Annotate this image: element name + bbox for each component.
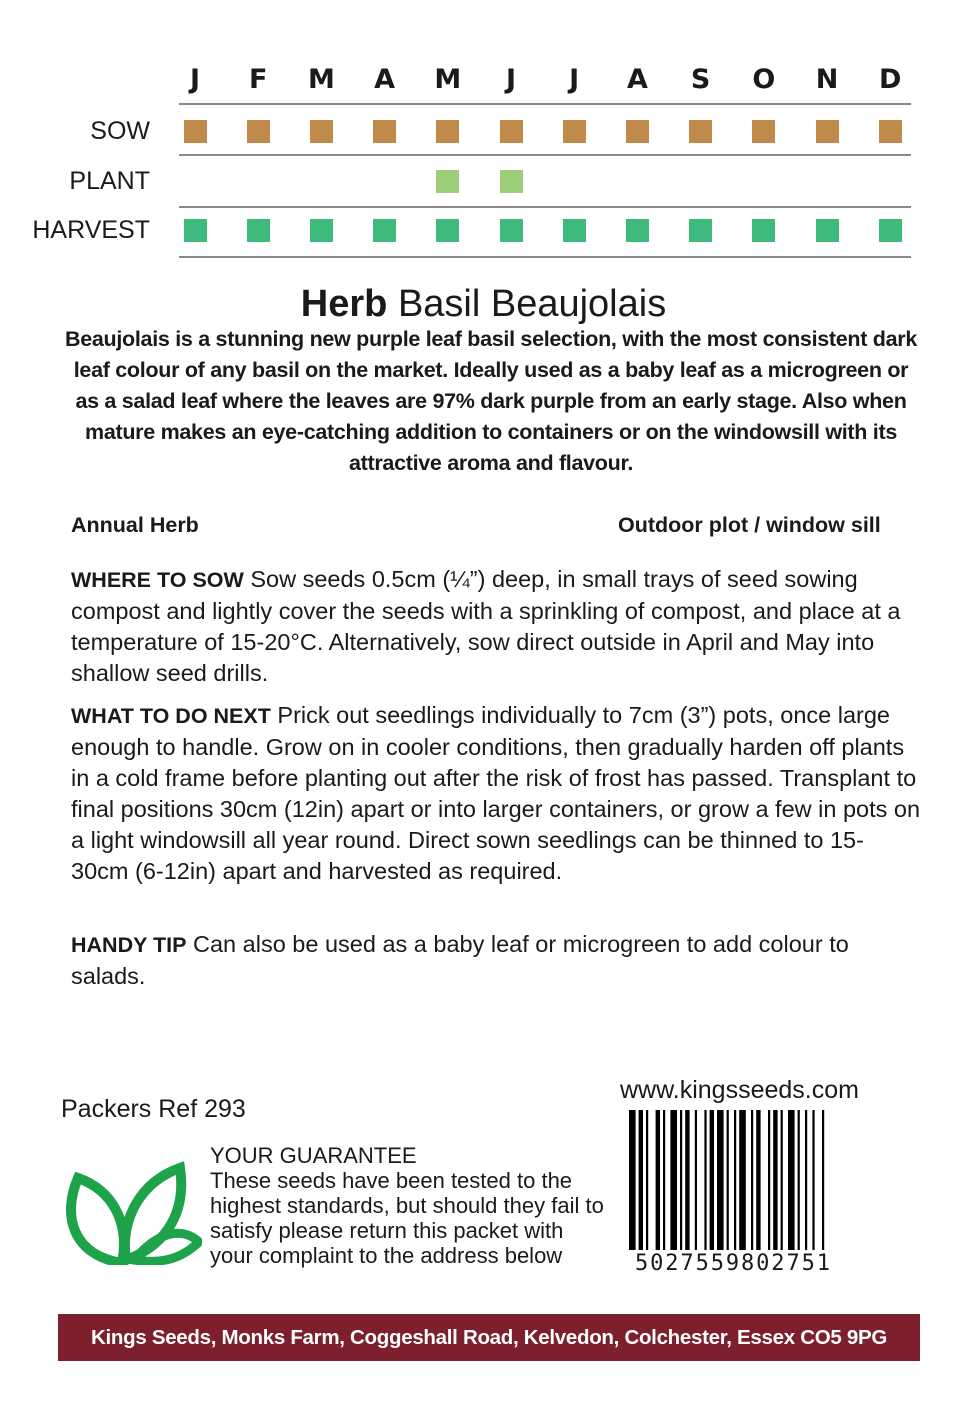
guarantee-block: [210, 1143, 610, 1268]
calendar-cell-harvest: [879, 219, 902, 242]
product-category: Herb: [300, 283, 388, 325]
instruction-what-to-do-next: [71, 700, 921, 887]
barcode-bar: [704, 1110, 706, 1250]
barcode-bar: [680, 1110, 682, 1250]
barcode-bar: [663, 1110, 665, 1250]
calendar-divider: [179, 103, 911, 105]
month-label: J: [189, 64, 201, 95]
barcode-bar: [781, 1110, 783, 1250]
calendar-cell-plant: [436, 170, 459, 193]
instruction-heading: WHERE TO SOW: [71, 568, 244, 592]
calendar-cell-harvest: [626, 219, 649, 242]
plant-type: Annual Herb: [71, 513, 199, 537]
calendar-cell-sow: [247, 120, 270, 143]
calendar-cell-sow: [310, 120, 333, 143]
calendar-cell-sow: [436, 120, 459, 143]
calendar-cell-sow: [563, 120, 586, 143]
barcode-bar: [727, 1110, 729, 1250]
product-title: [0, 282, 967, 326]
barcode-bar: [788, 1110, 795, 1250]
calendar-row-label: SOW: [90, 117, 150, 145]
calendar-cell-sow: [879, 120, 902, 143]
guarantee-title: YOUR GUARANTEE: [210, 1143, 417, 1168]
barcode-bar: [646, 1110, 648, 1250]
barcode-bar: [695, 1110, 697, 1250]
calendar-cell-harvest: [816, 219, 839, 242]
month-label: J: [505, 64, 517, 95]
growing-location: Outdoor plot / window sill: [618, 513, 881, 537]
guarantee-text: These seeds have been tested to the highest standards, but should they fail to satisfy please return this packet with your complaint to the address below: [210, 1168, 604, 1268]
barcode-bar: [670, 1110, 677, 1250]
month-label: M: [307, 64, 335, 95]
calendar-cell-harvest: [436, 219, 459, 242]
month-label: M: [434, 64, 462, 95]
calendar-cell-sow: [689, 120, 712, 143]
barcode-bar: [768, 1110, 770, 1250]
barcode-bar: [629, 1110, 636, 1250]
product-description: Beaujolais is a stunning new purple leaf basil selection, with the most consistent dark leaf colour of any basil on the market. Ideally used as a baby leaf as a microgreen or as a salad leaf where the leaves are 97% dark purple from an early stage. Also when mature makes an eye-catching addition to containers or on the windowsill with its attractive aroma and flavour.: [64, 327, 917, 475]
calendar-cell-harvest: [752, 219, 775, 242]
month-label: F: [248, 64, 268, 95]
instruction-heading: HANDY TIP: [71, 933, 187, 957]
calendar-divider: [179, 154, 911, 156]
calendar-cell-harvest: [373, 219, 396, 242]
barcode-bar: [639, 1110, 643, 1250]
barcode-bar: [812, 1110, 814, 1250]
barcode-bar: [805, 1110, 807, 1250]
barcode-bar: [710, 1110, 714, 1250]
month-label: D: [878, 64, 902, 95]
product-name: Basil Beaujolais: [397, 283, 667, 325]
calendar-row-label: PLANT: [69, 167, 150, 195]
instruction-heading: WHAT TO DO NEXT: [71, 704, 271, 728]
month-label: S: [690, 64, 711, 95]
month-label: A: [374, 64, 396, 95]
instruction-text: Sow seeds 0.5cm (¼”) deep, in small trays of seed sowing compost and lightly cover the seeds with a sprinkling of compost, and place at a temperature of 15-20°C. Alternatively, sow direct outside in April and May into shallow seed drills.: [71, 566, 901, 686]
instruction-handy-tip: [71, 929, 921, 992]
address-footer: Kings Seeds, Monks Farm, Coggeshall Road, Kelvedon, Colchester, Essex CO5 9PG: [58, 1314, 920, 1361]
barcode-bar: [685, 1110, 689, 1250]
calendar-cell-harvest: [184, 219, 207, 242]
month-label: J: [569, 64, 580, 95]
barcode-number: 5027559802751: [635, 1251, 832, 1276]
packers-ref: Packers Ref 293: [61, 1095, 246, 1123]
month-label: A: [626, 64, 648, 95]
calendar-cell-harvest: [310, 219, 333, 242]
calendar-cell-sow: [816, 120, 839, 143]
calendar-cell-harvest: [500, 219, 523, 242]
calendar-cell-sow: [373, 120, 396, 143]
barcode-bar: [656, 1110, 660, 1250]
barcode-bar: [798, 1110, 800, 1250]
calendar-cell-plant: [500, 170, 523, 193]
website-url: www.kingsseeds.com: [620, 1076, 859, 1104]
instruction-text: Can also be used as a baby leaf or microgreen to add colour to salads.: [71, 931, 849, 989]
instruction-where-to-sow: [71, 564, 921, 689]
calendar-cell-harvest: [689, 219, 712, 242]
calendar-cell-sow: [500, 120, 523, 143]
barcode-bar: [773, 1110, 777, 1250]
leaf-logo-icon: [62, 1160, 202, 1265]
barcode: [627, 1110, 905, 1250]
calendar-row-label: HARVEST: [32, 216, 150, 244]
barcode-bar: [734, 1110, 736, 1250]
calendar-cell-sow: [752, 120, 775, 143]
calendar-divider: [179, 256, 911, 258]
calendar-divider: [179, 206, 911, 208]
barcode-bar: [739, 1110, 746, 1250]
calendar-cell-sow: [626, 120, 649, 143]
barcode-bar: [751, 1110, 753, 1250]
month-label: N: [815, 64, 839, 95]
calendar-cell-sow: [184, 120, 207, 143]
sowing-calendar: [0, 0, 967, 270]
calendar-cell-harvest: [563, 219, 586, 242]
instruction-text: Prick out seedlings individually to 7cm (3”) pots, once large enough to handle. Grow on in cooler conditions, then gradually harden off plants in a cold frame before planting out after the risk of frost has passed. Transplant to final positions 30cm (12in) apart or into larger containers, or grow a few in pots on a light windowsill all year round. Direct sown seedlings can be thinned to 15-30cm (6-12in) apart and harvested as required.: [71, 702, 921, 884]
barcode-bar: [822, 1110, 824, 1250]
calendar-cell-harvest: [247, 219, 270, 242]
barcode-bar: [717, 1110, 724, 1250]
barcode-bar: [756, 1110, 760, 1250]
month-label: O: [752, 64, 776, 95]
